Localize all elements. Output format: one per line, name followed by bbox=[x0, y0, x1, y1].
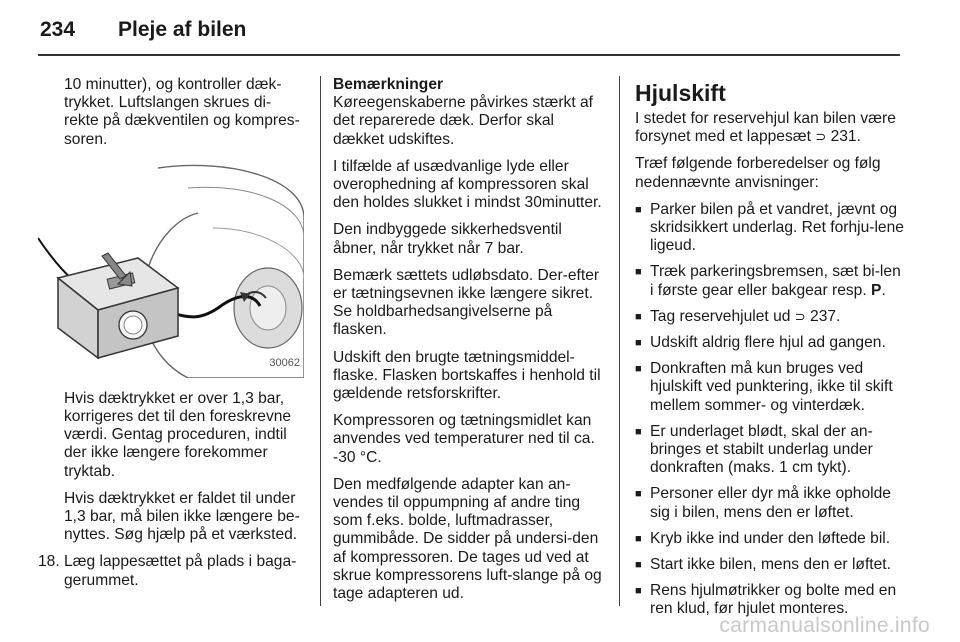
page-ref-icon: ⊃ bbox=[815, 129, 827, 145]
gear-p-label: P bbox=[871, 281, 882, 299]
list-item bbox=[635, 263, 905, 299]
list-item bbox=[635, 530, 905, 548]
paragraph-continued: 10 minutter), og kontroller dæk-trykket. Luftslangen skrues di-rekte på dækventilen og kompres-soren. bbox=[64, 76, 300, 148]
column-divider bbox=[320, 76, 321, 606]
chapter-title: Pleje af bilen bbox=[118, 18, 247, 41]
paragraph: Kompressoren og tætningsmidlet kan anvendes ved temperaturer ned til ca. -30 °C. bbox=[333, 412, 595, 466]
paragraph: Den indbyggede sikkerhedsventil åbner, når trykket når 7 bar. bbox=[333, 221, 562, 257]
figure-number: 30062 bbox=[269, 356, 300, 369]
list-item bbox=[635, 201, 905, 256]
list-item bbox=[635, 556, 905, 574]
tire-compressor-image bbox=[38, 158, 304, 378]
list-item-text: Tag reservehjulet ud ⊃ 237. bbox=[650, 307, 841, 325]
list-item bbox=[635, 485, 905, 521]
header-rule bbox=[38, 54, 900, 56]
page-ref: 237. bbox=[810, 307, 841, 325]
section-title: Hjulskift bbox=[635, 80, 726, 106]
list-item-text: Parker bilen på et vandret, jævnt og skridsikkert underlag. Ret forhju-lene ligeud. bbox=[650, 200, 904, 255]
paragraph: Den medfølgende adapter kan an-vendes til oppumpning af andre ting som f.eks. bolde, luftmadrasser, gummibåde. De sidder på undersi-den af kompressoren. De tages ud ved at skrue kompressorens luft-slange på og tage adapteren ud. bbox=[333, 475, 602, 603]
intro-text: I stedet for reservehjul kan bilen være forsynet med et lappesæt bbox=[635, 110, 896, 146]
list-item-text: Er underlaget blødt, skal der an-bringes et stabilt underlag under donkraften (maks. 1 cm tykt). bbox=[650, 422, 873, 477]
step-18 bbox=[38, 553, 304, 589]
bullet-square-icon: ■ bbox=[635, 425, 642, 438]
bullet-square-icon: ■ bbox=[635, 363, 642, 376]
notes-heading: Bemærkninger bbox=[333, 76, 444, 93]
list-item-text: Start ikke bilen, mens den er løftet. bbox=[650, 556, 891, 574]
list-item-text: Udskift aldrig flere hjul ad gangen. bbox=[650, 334, 886, 352]
bullet-square-icon: ■ bbox=[635, 559, 642, 572]
bullet-square-icon: ■ bbox=[635, 488, 642, 501]
intro-paragraph bbox=[635, 110, 905, 146]
list-item-text: Træk parkeringsbremsen, sæt bi-len i første gear eller bakgear resp. P. bbox=[650, 263, 901, 299]
column-1 bbox=[38, 76, 304, 590]
page-header bbox=[40, 18, 246, 48]
list-item-text: Rens hjulmøtrikker og bolte med en ren klud, før hjulet monteres. bbox=[650, 582, 897, 618]
paragraph: I tilfælde af usædvanlige lyde eller overophedning af kompressoren skal den holdes slukket i mindst 30minutter. bbox=[333, 157, 602, 212]
compressor-illustration bbox=[38, 158, 304, 378]
bullet-square-icon: ■ bbox=[635, 310, 642, 323]
paragraph: Udskift den brugte tætningsmiddel-flaske. Flasken bortskaffes i henhold til gældende retsforskrifter. bbox=[333, 348, 601, 403]
watermark: carmanualsonline.info bbox=[719, 614, 930, 637]
list-item bbox=[635, 308, 905, 326]
list-item bbox=[635, 423, 905, 478]
paragraph: Hvis dæktrykket er over 1,3 bar, korrigeres det til den foreskrevne værdi. Gentag proceduren, indtil der ikke længere forekommer tryktab. bbox=[64, 389, 292, 480]
page-number: 234 bbox=[40, 18, 76, 41]
bullet-square-icon: ■ bbox=[635, 266, 642, 279]
list-item bbox=[635, 334, 905, 352]
bullet-square-icon: ■ bbox=[635, 337, 642, 350]
column-3 bbox=[635, 80, 905, 627]
column-divider bbox=[619, 76, 620, 606]
list-item bbox=[635, 360, 905, 415]
paragraph: Bemærk sættets udløbsdato. Der-efter er tætningsevnen ikke længere sikret. Se holdbarhedsangivelserne på flasken. bbox=[333, 266, 600, 339]
page-ref: 231. bbox=[830, 128, 861, 146]
bullet-square-icon: ■ bbox=[635, 203, 642, 216]
bullet-square-icon: ■ bbox=[635, 585, 642, 598]
bullet-square-icon: ■ bbox=[635, 532, 642, 545]
list-item-text: Donkraften må kun bruges ved hjulskift ved punktering, ikke til skift mellem sommer- og vinterdæk. bbox=[650, 360, 893, 414]
column-2 bbox=[333, 76, 605, 612]
paragraph: Køreegenskaberne påvirkes stærkt af det reparerede dæk. Derfor skal dækket udskiftes. bbox=[333, 94, 594, 148]
lead-paragraph: Træf følgende forberedelser og følg nedennævnte anvisninger: bbox=[635, 155, 881, 191]
step-number: 18. bbox=[38, 553, 60, 571]
list-item-text: Kryb ikke ind under den løftede bil. bbox=[650, 529, 891, 547]
page-ref-icon: ⊃ bbox=[794, 308, 806, 324]
paragraph: Hvis dæktrykket er faldet til under 1,3 bar, må bilen ikke længere be-nyttes. Søg hjælp på et værksted. bbox=[64, 489, 300, 544]
list-item-text: Personer eller dyr må ikke opholde sig i bilen, mens den er løftet. bbox=[650, 485, 891, 521]
step-text: Læg lappesættet på plads i baga-gerummet. bbox=[64, 553, 297, 589]
